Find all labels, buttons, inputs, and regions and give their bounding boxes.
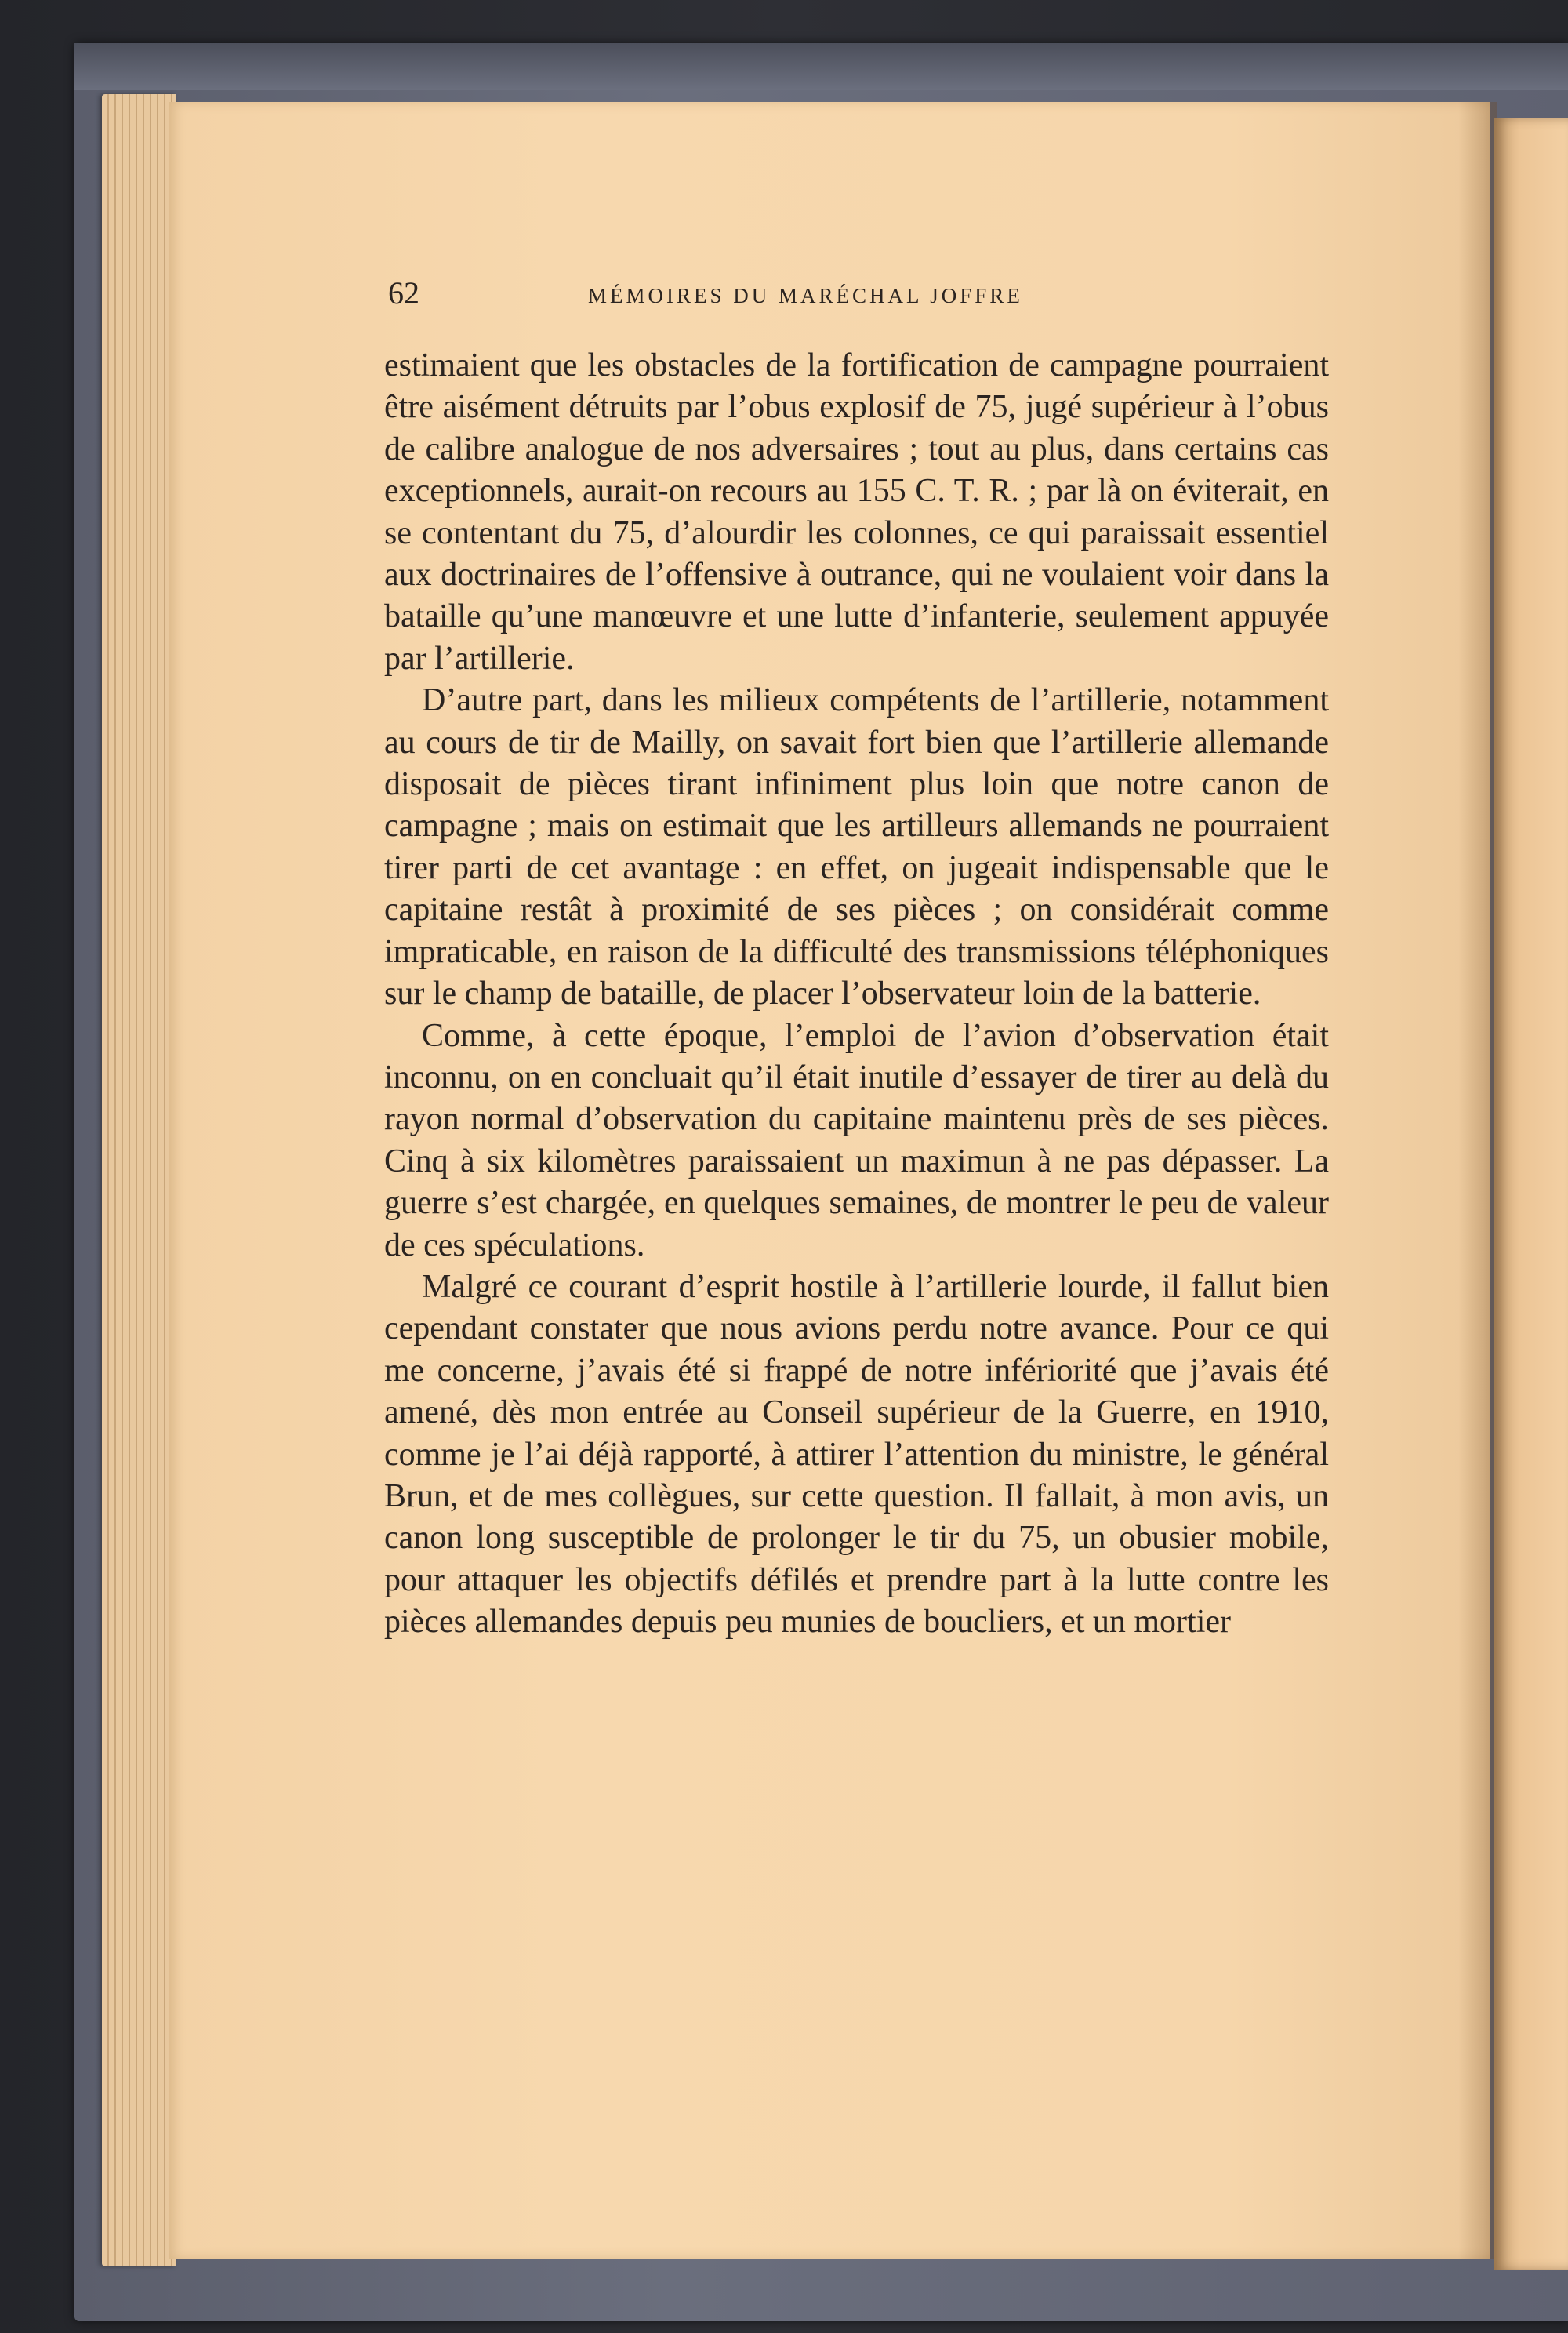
gutter-shadow: [1458, 102, 1497, 2259]
page-number: 62: [388, 275, 419, 311]
running-head: MÉMOIRES DU MARÉCHAL JOFFRE: [588, 284, 1023, 307]
paragraph-3: Comme, à cette époque, l’emploi de l’avion d’observation était inconnu, on en concluait qu’il était inutile d’essayer de tirer au delà du rayon normal d’observation du capitaine maintenu près de ses pièces. Cinq à six kilomètres paraissaient un maximun à ne pas dépasser. La guerre s’est chargée, en quelques semaines, de montrer le peu de valeur de ces spéculations.: [384, 1017, 1329, 1263]
cover-top-edge: [74, 43, 1568, 90]
body-text: [384, 345, 1329, 1644]
paragraph-4: Malgré ce courant d’esprit hostile à l’artillerie lourde, il fallut bien cependant constater que nous avions perdu notre avance. Pour ce qui me concerne, j’avais été si frappé de notre infériorité que j’avais été amené, dès mon entrée au Conseil supérieur de la Guerre, en 1910, comme je l’ai déjà rapporté, à attirer l’attention du ministre, le général Brun, et de mes collègues, sur cette question. Il fallait, à mon avis, un canon long susceptible de prolonger le tir du 75, un obusier mobile, pour attaquer les objectifs défilés et prendre part à la lutte contre les pièces allemandes depuis peu munies de boucliers, et un mortier: [384, 1268, 1329, 1641]
paragraph-1: estimaient que les obstacles de la fortification de campagne pourraient être aisément détruits par l’obus explosif de 75, jugé supérieur à l’obus de calibre analogue de nos adversaires ; tout au plus, dans certains cas exceptionnels, aurait-on recours au 155 C. T. R. ; par là on éviterait, en se contentant du 75, d’alourdir les colonnes, ce qui paraissait essentiel aux doctrinaires de l’offensive à outrance, qui ne voulaient voir dans la bataille qu’une manœuvre et une lutte d’infanterie, seulement appuyée par l’artillerie.: [384, 347, 1329, 677]
page-header: [388, 274, 1407, 322]
page-stack-edges: [102, 94, 176, 2266]
paragraph-2: D’autre part, dans les milieux compétents de l’artillerie, notamment au cours de tir de Mailly, on savait fort bien que l’artillerie allemande disposait de pièces tirant infiniment plus loin que notre canon de campagne ; mais on estimait que les artilleurs allemands ne pourraient tirer parti de cet avantage : en effet, on jugeait indispensable que le capitaine restât à proximité de ses pièces ; on considérait comme impraticable, en raison de la difficulté des transmissions téléphoniques sur le champ de bataille, de placer l’observateur loin de la batterie.: [384, 682, 1329, 1012]
facing-page-edge: [1494, 118, 1568, 2270]
